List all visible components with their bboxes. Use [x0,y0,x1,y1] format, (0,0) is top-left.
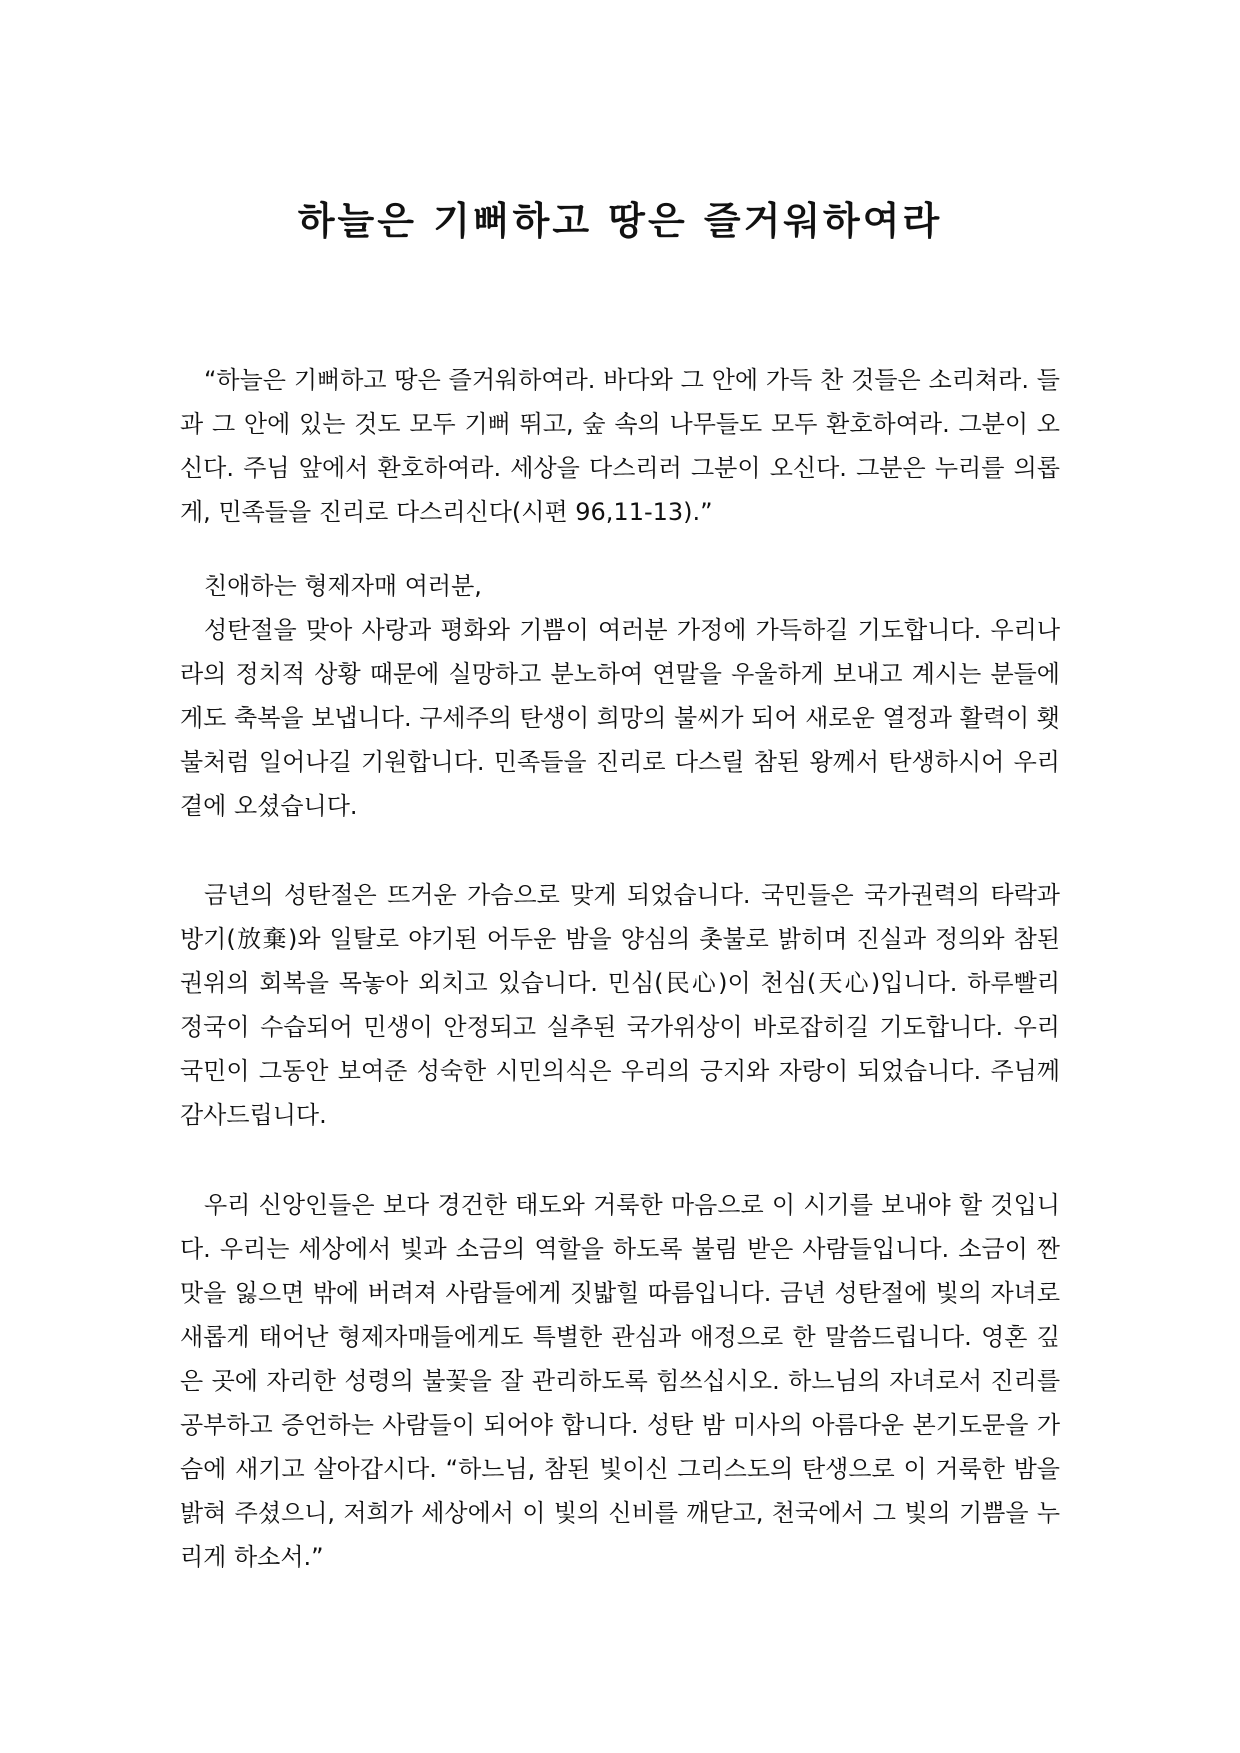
psalm-quote-paragraph: “하늘은 기뻐하고 땅은 즐거워하여라. 바다와 그 안에 가득 찬 것들은 소리쳐라. 들과 그 안에 있는 것도 모두 기뻐 뛰고, 숲 속의 나무들도 모두 환호하여라. 그분이 오신다. 주님 앞에서 환호하여라. 세상을 다스리러 그분이 오신다. 그분은 누리를 의롭게, 민족들을 진리로 다스리신다(시편 96,11-13).” [180,366,1060,526]
document-title: 하늘은 기뻐하고 땅은 즐거워하여라 [297,199,943,243]
christmas-blessing-paragraph: 성탄절을 맞아 사랑과 평화와 기쁨이 여러분 가정에 가득하길 기도합니다. 우리나라의 정치적 상황 때문에 실망하고 분노하여 연말을 우울하게 보내고 계시는 분들에게도 축복을 보냅니다. 구세주의 탄생이 희망의 불씨가 되어 새로운 열정과 활력이 횃불처럼 일어나길 기원합니다. 민족들을 진리로 다스릴 참된 왕께서 탄생하시어 우리 곁에 오셨습니다. [180,616,1060,820]
national-situation-paragraph: 금년의 성탄절은 뜨거운 가슴으로 맞게 되었습니다. 국민들은 국가권력의 타락과 방기(放棄)와 일탈로 야기된 어두운 밤을 양심의 촛불로 밝히며 진실과 정의와 참된 권위의 회복을 목놓아 외치고 있습니다. 민심(民心)이 천심(天心)입니다. 하루빨리 정국이 수습되어 민생이 안정되고 실추된 국가위상이 바로잡히길 기도합니다. 우리 국민이 그동안 보여준 성숙한 시민의식은 우리의 긍지와 자랑이 되었습니다. 주님께 감사드립니다. [180,881,1060,1129]
greeting-line: 친애하는 형제자매 여러분, [204,572,482,600]
faithful-exhortation-paragraph: 우리 신앙인들은 보다 경건한 태도와 거룩한 마음으로 이 시기를 보내야 할 것입니다. 우리는 세상에서 빛과 소금의 역할을 하도록 불림 받은 사람들입니다. 소금이 짠맛을 잃으면 밖에 버려져 사람들에게 짓밟힐 따름입니다. 금년 성탄절에 빛의 자녀로 새롭게 태어난 형제자매들에게도 특별한 관심과 애정으로 한 말씀드립니다. 영혼 깊은 곳에 자리한 성령의 불꽃을 잘 관리하도록 힘쓰십시오. 하느님의 자녀로서 진리를 공부하고 증언하는 사람들이 되어야 합니다. 성탄 밤 미사의 아름다운 본기도문을 가슴에 새기고 살아갑시다. “하느님, 참된 빛이신 그리스도의 탄생으로 이 거룩한 밤을 밝혀 주셨으니, 저희가 세상에서 이 빛의 신비를 깨닫고, 천국에서 그 빛의 기쁨을 누리게 하소서.” [180,1191,1060,1571]
